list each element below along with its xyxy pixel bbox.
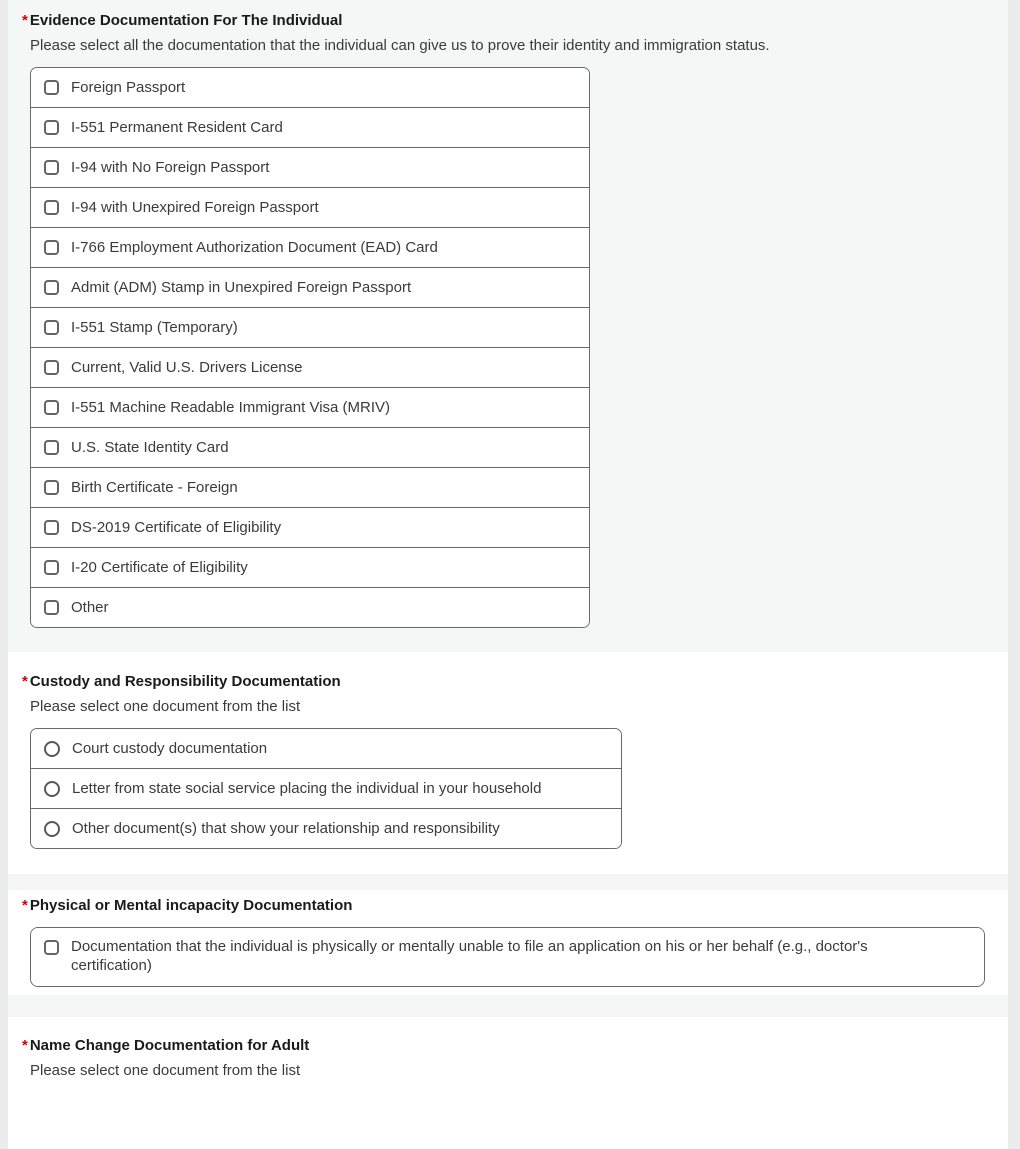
checkbox-icon[interactable] [44,320,59,335]
section-title [22,12,986,30]
section-evidence-documentation [8,0,1008,652]
required-asterisk: * [22,897,28,914]
option-label[interactable]: I-766 Employment Authorization Document (EAD) Card [71,239,438,256]
checkbox-option-row[interactable] [31,507,589,547]
option-label[interactable]: I-551 Stamp (Temporary) [71,319,238,336]
checkbox-icon[interactable] [44,600,59,615]
incapacity-option-list [30,927,985,987]
option-label[interactable]: I-94 with Unexpired Foreign Passport [71,199,319,216]
checkbox-option-row[interactable] [31,227,589,267]
checkbox-option-row[interactable] [31,147,589,187]
checkbox-icon[interactable] [44,360,59,375]
checkbox-icon[interactable] [44,940,59,955]
option-label[interactable]: Court custody documentation [72,740,268,757]
required-asterisk: * [22,1037,28,1054]
checkbox-option-row[interactable] [31,427,589,467]
option-label[interactable]: Documentation that the individual is physically or mentally unable to file an application on his or her behalf (e.g., doctor's certification) [71,938,868,974]
option-label[interactable]: DS-2019 Certificate of Eligibility [71,519,282,536]
checkbox-icon[interactable] [44,480,59,495]
section-subtitle: Please select all the documentation that the individual can give us to prove their identity and immigration status. [30,37,770,54]
section-subtitle: Please select one document from the list [30,698,301,715]
checkbox-option-row[interactable] [31,928,984,986]
radio-option-row[interactable] [31,729,621,768]
section-title-text: Name Change Documentation for Adult [29,1037,310,1054]
radio-option-row[interactable] [31,808,621,848]
radio-option-row[interactable] [31,768,621,808]
custody-option-list [30,728,622,849]
checkbox-icon[interactable] [44,280,59,295]
section-title [22,673,986,691]
checkbox-option-row[interactable] [31,68,589,107]
option-label[interactable]: Letter from state social service placing the individual in your household [72,780,542,797]
checkbox-icon[interactable] [44,520,59,535]
checkbox-icon[interactable] [44,80,59,95]
option-label[interactable]: Other [71,599,109,616]
radio-icon[interactable] [44,781,60,797]
checkbox-option-row[interactable] [31,107,589,147]
option-label[interactable]: I-551 Machine Readable Immigrant Visa (MRIV) [71,399,391,416]
checkbox-option-row[interactable] [31,467,589,507]
page-right-gutter [1008,0,1020,1072]
section-title [22,1037,986,1055]
section-title-text: Evidence Documentation For The Individual [29,12,343,29]
checkbox-icon[interactable] [44,240,59,255]
checkbox-icon[interactable] [44,120,59,135]
section-title [22,897,986,915]
checkbox-option-row[interactable] [31,307,589,347]
section-name-change-documentation [8,1017,1008,1149]
section-title-text: Physical or Mental incapacity Documentation [29,897,353,914]
checkbox-icon[interactable] [44,400,59,415]
checkbox-option-row[interactable] [31,347,589,387]
option-label[interactable]: Foreign Passport [71,79,186,96]
form-content [8,0,1008,1149]
checkbox-option-row[interactable] [31,547,589,587]
checkbox-option-row[interactable] [31,387,589,427]
option-label[interactable]: Current, Valid U.S. Drivers License [71,359,303,376]
option-label[interactable]: Other document(s) that show your relationship and responsibility [72,820,500,837]
evidence-option-list [30,67,590,628]
option-label[interactable]: I-94 with No Foreign Passport [71,159,270,176]
section-subtitle: Please select one document from the list [30,1062,301,1079]
option-label[interactable]: Admit (ADM) Stamp in Unexpired Foreign Passport [71,279,412,296]
option-label[interactable]: U.S. State Identity Card [71,439,229,456]
required-asterisk: * [22,12,28,29]
checkbox-icon[interactable] [44,160,59,175]
checkbox-option-row[interactable] [31,267,589,307]
checkbox-icon[interactable] [44,200,59,215]
section-incapacity-documentation [8,890,1008,995]
checkbox-option-row[interactable] [31,187,589,227]
option-label[interactable]: I-551 Permanent Resident Card [71,119,283,136]
option-label[interactable]: I-20 Certificate of Eligibility [71,559,248,576]
section-title-text: Custody and Responsibility Documentation [29,673,341,690]
radio-icon[interactable] [44,821,60,837]
radio-icon[interactable] [44,741,60,757]
required-asterisk: * [22,673,28,690]
checkbox-icon[interactable] [44,440,59,455]
checkbox-option-row[interactable] [31,587,589,627]
section-custody-documentation [8,652,1008,874]
checkbox-icon[interactable] [44,560,59,575]
option-label[interactable]: Birth Certificate - Foreign [71,479,238,496]
